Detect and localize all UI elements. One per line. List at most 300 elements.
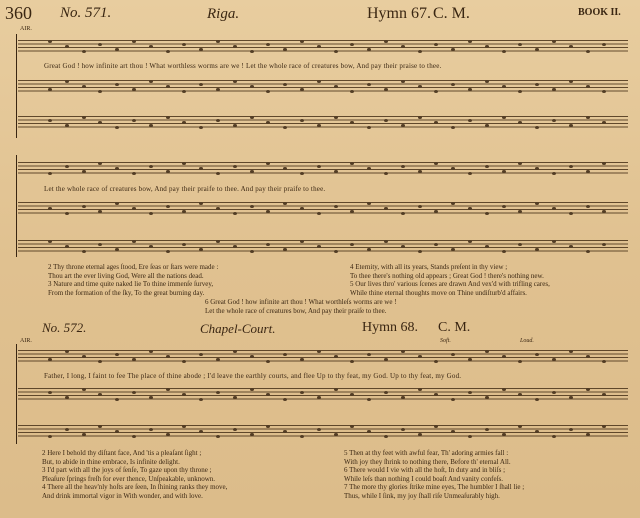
notehead — [334, 433, 338, 436]
verse-line: 5 Then at thy feet with awful fear, Th' adoring armies fall : — [344, 449, 509, 457]
notehead — [48, 119, 52, 122]
notehead — [98, 360, 102, 363]
verses-right — [344, 449, 524, 501]
notehead — [418, 250, 422, 253]
notehead — [401, 124, 405, 127]
notehead — [233, 350, 237, 353]
notehead — [569, 212, 573, 215]
notehead — [65, 124, 69, 127]
notehead — [535, 398, 539, 401]
lyric-line: Great God ! how infinite art thou ! What worthless worms are we ! Let the whole race of creatures bow, And pay their praise to thee. — [44, 62, 442, 70]
notehead — [367, 83, 371, 86]
notehead — [334, 388, 338, 391]
verse-line: With joy they ſhrink to nothing there, Before th' eternal All. — [344, 457, 511, 466]
notehead — [552, 40, 556, 43]
notehead — [418, 433, 422, 436]
notehead — [401, 80, 405, 83]
notehead — [602, 90, 606, 93]
notehead — [518, 243, 522, 246]
notehead — [132, 40, 136, 43]
notehead — [199, 126, 203, 129]
notehead — [384, 240, 388, 243]
notehead — [182, 393, 186, 396]
notehead — [149, 45, 153, 48]
notehead — [115, 430, 119, 433]
notehead — [166, 250, 170, 253]
notehead — [266, 90, 270, 93]
notehead — [233, 212, 237, 215]
verse-line: Pleaſure ſprings freſh for ever thence, Unſpeakable, unknown. — [42, 474, 215, 483]
notehead — [65, 45, 69, 48]
verses-left — [42, 449, 227, 501]
notehead — [65, 396, 69, 399]
notehead — [384, 88, 388, 91]
notehead — [485, 396, 489, 399]
notehead — [552, 435, 556, 438]
notehead — [334, 355, 338, 358]
notehead — [602, 425, 606, 428]
notehead — [451, 167, 455, 170]
notehead — [283, 248, 287, 251]
verse-line: 3 Nature and time quite naked lie To thine immenſe ſurvey, — [48, 280, 214, 289]
notehead — [602, 243, 606, 246]
notehead — [552, 88, 556, 91]
staff-line-group — [18, 240, 628, 254]
verse-line: 6 Great God ! how infinite art thou ! What worthleſs worms are we ! — [205, 298, 397, 306]
notehead — [535, 248, 539, 251]
air-label: AIR. — [20, 26, 32, 32]
notehead — [182, 425, 186, 428]
notehead — [283, 48, 287, 51]
notehead — [434, 425, 438, 428]
notehead — [132, 119, 136, 122]
notehead — [233, 80, 237, 83]
notehead — [233, 396, 237, 399]
verses-center — [205, 298, 397, 315]
notehead — [468, 240, 472, 243]
notehead — [115, 248, 119, 251]
notehead — [451, 398, 455, 401]
notehead — [350, 121, 354, 124]
notehead — [132, 240, 136, 243]
verse-line: 2 Here I behold thy diſtant face, And 'tis a pleaſant ſight ; — [42, 449, 202, 457]
staff-line-group — [18, 116, 628, 130]
notehead — [350, 43, 354, 46]
notehead — [569, 165, 573, 168]
notehead — [233, 428, 237, 431]
notehead — [350, 243, 354, 246]
notehead — [535, 430, 539, 433]
air-label: AIR. — [20, 338, 32, 344]
notehead — [266, 393, 270, 396]
notehead — [418, 388, 422, 391]
notehead — [65, 245, 69, 248]
notehead — [300, 358, 304, 361]
notehead — [334, 170, 338, 173]
notehead — [586, 433, 590, 436]
notehead — [48, 172, 52, 175]
notehead — [182, 43, 186, 46]
meter-label: C. M. — [433, 5, 470, 22]
notehead — [518, 393, 522, 396]
notehead — [418, 170, 422, 173]
notehead — [401, 45, 405, 48]
notehead — [115, 398, 119, 401]
notehead — [468, 40, 472, 43]
notehead — [300, 207, 304, 210]
notehead — [535, 48, 539, 51]
notehead — [216, 391, 220, 394]
lyric-line: Father, I long, I faint to fee The place of thine abode ; I'd leave the earthly courts, and flee Up to thy feat, my God. Up to thy feat, my God. — [44, 372, 462, 380]
notehead — [350, 210, 354, 213]
notehead — [384, 358, 388, 361]
staff-line-group — [18, 80, 628, 94]
notehead — [434, 121, 438, 124]
notehead — [502, 250, 506, 253]
notehead — [115, 126, 119, 129]
notehead — [552, 207, 556, 210]
dynamic-loud: Loud. — [520, 338, 534, 344]
notehead — [350, 162, 354, 165]
notehead — [535, 202, 539, 205]
notehead — [166, 355, 170, 358]
notehead — [216, 88, 220, 91]
notehead — [98, 243, 102, 246]
notehead — [283, 167, 287, 170]
notehead — [182, 90, 186, 93]
notehead — [569, 396, 573, 399]
dynamic-soft: Soft. — [440, 338, 451, 344]
notehead — [451, 83, 455, 86]
notehead — [485, 45, 489, 48]
notehead — [518, 90, 522, 93]
notehead — [367, 126, 371, 129]
notehead — [283, 398, 287, 401]
notehead — [65, 428, 69, 431]
staff-line-group — [18, 40, 628, 54]
notehead — [602, 162, 606, 165]
verse-line: 2 Thy throne eternal ages ſtood, Ere ſeas or ſtars were made : — [48, 263, 219, 271]
notehead — [502, 205, 506, 208]
notehead — [401, 396, 405, 399]
notehead — [82, 355, 86, 358]
notehead — [132, 172, 136, 175]
verse-line: 6 There would I vie with all the hoſt, In duty and in bliſs ; — [344, 466, 506, 475]
notehead — [401, 428, 405, 431]
notehead — [384, 119, 388, 122]
notehead — [602, 360, 606, 363]
notehead — [418, 50, 422, 53]
notehead — [434, 90, 438, 93]
notehead — [468, 119, 472, 122]
notehead — [283, 202, 287, 205]
notehead — [82, 250, 86, 253]
notehead — [216, 240, 220, 243]
notehead — [199, 202, 203, 205]
notehead — [518, 43, 522, 46]
notehead — [586, 355, 590, 358]
notehead — [166, 85, 170, 88]
notehead — [602, 43, 606, 46]
notehead — [82, 388, 86, 391]
staff-line-group — [18, 202, 628, 216]
notehead — [317, 45, 321, 48]
notehead — [317, 396, 321, 399]
notehead — [182, 360, 186, 363]
notehead — [166, 170, 170, 173]
notehead — [552, 358, 556, 361]
notehead — [182, 243, 186, 246]
notehead — [485, 80, 489, 83]
notehead — [502, 116, 506, 119]
notehead — [401, 350, 405, 353]
notehead — [317, 212, 321, 215]
notehead — [552, 240, 556, 243]
notehead — [367, 202, 371, 205]
notehead — [569, 124, 573, 127]
notehead — [266, 425, 270, 428]
notehead — [250, 85, 254, 88]
notehead — [468, 435, 472, 438]
notehead — [266, 162, 270, 165]
notehead — [569, 428, 573, 431]
notehead — [250, 433, 254, 436]
notehead — [82, 433, 86, 436]
notehead — [518, 121, 522, 124]
notehead — [233, 124, 237, 127]
hymn-label: Hymn 68. — [362, 320, 418, 335]
notehead — [98, 210, 102, 213]
verse-line: And drink immortal vigor in With wonder, and with love. — [42, 491, 203, 500]
notehead — [250, 250, 254, 253]
notehead — [182, 162, 186, 165]
notehead — [166, 50, 170, 53]
notehead — [384, 40, 388, 43]
notehead — [434, 43, 438, 46]
verse-line: While leſs than nothing I could boaſt And vanity confeſs. — [344, 474, 504, 483]
notehead — [350, 425, 354, 428]
notehead — [334, 50, 338, 53]
notehead — [485, 165, 489, 168]
verse-line: Thou art the ever living God, Were all the nations dead. — [48, 271, 204, 280]
notehead — [317, 165, 321, 168]
notehead — [401, 165, 405, 168]
notehead — [317, 80, 321, 83]
notehead — [82, 50, 86, 53]
notehead — [300, 88, 304, 91]
notehead — [266, 43, 270, 46]
verse-line: Thus, while I ſink, my joy ſhall riſe Unmeaſurably high. — [344, 491, 500, 500]
notehead — [518, 210, 522, 213]
notehead — [434, 243, 438, 246]
notehead — [233, 245, 237, 248]
notehead — [367, 167, 371, 170]
notehead — [283, 126, 287, 129]
hymn-number: No. 572. — [42, 320, 87, 335]
verses-left — [48, 263, 218, 297]
notehead — [350, 393, 354, 396]
notehead — [418, 85, 422, 88]
notehead — [434, 360, 438, 363]
notehead — [569, 245, 573, 248]
notehead — [569, 350, 573, 353]
notehead — [485, 428, 489, 431]
notehead — [216, 358, 220, 361]
notehead — [334, 205, 338, 208]
notehead — [552, 172, 556, 175]
notehead — [502, 433, 506, 436]
hymn-label: Hymn 67. — [367, 5, 431, 22]
notehead — [586, 50, 590, 53]
notehead — [300, 391, 304, 394]
notehead — [115, 48, 119, 51]
notehead — [300, 40, 304, 43]
notehead — [367, 248, 371, 251]
notehead — [216, 207, 220, 210]
notehead — [586, 116, 590, 119]
notehead — [149, 80, 153, 83]
notehead — [334, 85, 338, 88]
notehead — [149, 350, 153, 353]
notehead — [485, 350, 489, 353]
verse-line: To thee there's nothing old appears ; Great God ! there's nothing new. — [350, 271, 544, 280]
notehead — [132, 358, 136, 361]
notehead — [552, 119, 556, 122]
notehead — [485, 212, 489, 215]
notehead — [518, 162, 522, 165]
notehead — [451, 353, 455, 356]
notehead — [48, 435, 52, 438]
notehead — [216, 40, 220, 43]
notehead — [485, 245, 489, 248]
staff-line-group — [18, 425, 628, 439]
notehead — [518, 360, 522, 363]
notehead — [250, 205, 254, 208]
notehead — [82, 205, 86, 208]
verse-line: While thine eternal thoughts move on Thine undiſturb'd affairs. — [350, 288, 527, 297]
staff-line-group — [18, 350, 628, 364]
notehead — [602, 210, 606, 213]
notehead — [317, 245, 321, 248]
verses-right — [350, 263, 550, 297]
notehead — [199, 430, 203, 433]
staff-line-group — [18, 162, 628, 176]
notehead — [98, 90, 102, 93]
notehead — [199, 48, 203, 51]
notehead — [317, 124, 321, 127]
notehead — [434, 210, 438, 213]
tune-name: Riga. — [207, 6, 240, 22]
notehead — [468, 88, 472, 91]
notehead — [384, 391, 388, 394]
hymn-number: No. 571. — [60, 5, 112, 21]
notehead — [216, 172, 220, 175]
notehead — [384, 172, 388, 175]
notehead — [199, 248, 203, 251]
notehead — [367, 353, 371, 356]
notehead — [182, 210, 186, 213]
notehead — [367, 430, 371, 433]
meter-label: C. M. — [438, 320, 471, 335]
notehead — [149, 212, 153, 215]
notehead — [350, 90, 354, 93]
notehead — [451, 248, 455, 251]
notehead — [250, 170, 254, 173]
notehead — [602, 393, 606, 396]
verse-line: 7 The more thy glories ſtrike mine eyes, The humbler I ſhall lie ; — [344, 483, 525, 492]
notehead — [48, 40, 52, 43]
notehead — [199, 398, 203, 401]
notehead — [199, 83, 203, 86]
lyric-line: Let the whole race of creatures bow, And pay their praife to thee. And pay their praife to thee. — [44, 185, 326, 193]
notehead — [468, 358, 472, 361]
notehead — [199, 167, 203, 170]
verse-line: But, to abide in thine embrace, Is infinite delight. — [42, 457, 180, 466]
notehead — [283, 353, 287, 356]
notehead — [48, 358, 52, 361]
notehead — [98, 43, 102, 46]
notehead — [300, 172, 304, 175]
notehead — [586, 170, 590, 173]
notehead — [149, 428, 153, 431]
notehead — [283, 83, 287, 86]
notehead — [65, 80, 69, 83]
notehead — [250, 50, 254, 53]
notehead — [233, 45, 237, 48]
notehead — [384, 207, 388, 210]
notehead — [350, 360, 354, 363]
notehead — [451, 430, 455, 433]
notehead — [451, 48, 455, 51]
notehead — [48, 391, 52, 394]
notehead — [586, 205, 590, 208]
staff-line-group — [18, 388, 628, 402]
notehead — [434, 162, 438, 165]
notehead — [132, 391, 136, 394]
notehead — [233, 165, 237, 168]
verse-line: 4 There all the heav'nly hoſts are ſeen, In ſhining ranks they move, — [42, 483, 228, 492]
notehead — [199, 353, 203, 356]
notehead — [602, 121, 606, 124]
notehead — [518, 425, 522, 428]
notehead — [317, 350, 321, 353]
notehead — [300, 119, 304, 122]
notehead — [418, 205, 422, 208]
notehead — [82, 85, 86, 88]
notehead — [65, 212, 69, 215]
notehead — [132, 435, 136, 438]
verse-line: 5 Our lives thro' various ſcenes are drawn And vex'd with trifling cares, — [350, 280, 550, 289]
notehead — [586, 85, 590, 88]
notehead — [418, 355, 422, 358]
notehead — [149, 165, 153, 168]
page-number: 360 — [5, 3, 32, 23]
notehead — [300, 435, 304, 438]
notehead — [586, 250, 590, 253]
notehead — [283, 430, 287, 433]
notehead — [451, 126, 455, 129]
notehead — [485, 124, 489, 127]
notehead — [82, 170, 86, 173]
notehead — [149, 396, 153, 399]
notehead — [48, 88, 52, 91]
notehead — [384, 435, 388, 438]
notehead — [216, 119, 220, 122]
notehead — [401, 245, 405, 248]
notehead — [250, 116, 254, 119]
notehead — [502, 355, 506, 358]
notehead — [569, 45, 573, 48]
